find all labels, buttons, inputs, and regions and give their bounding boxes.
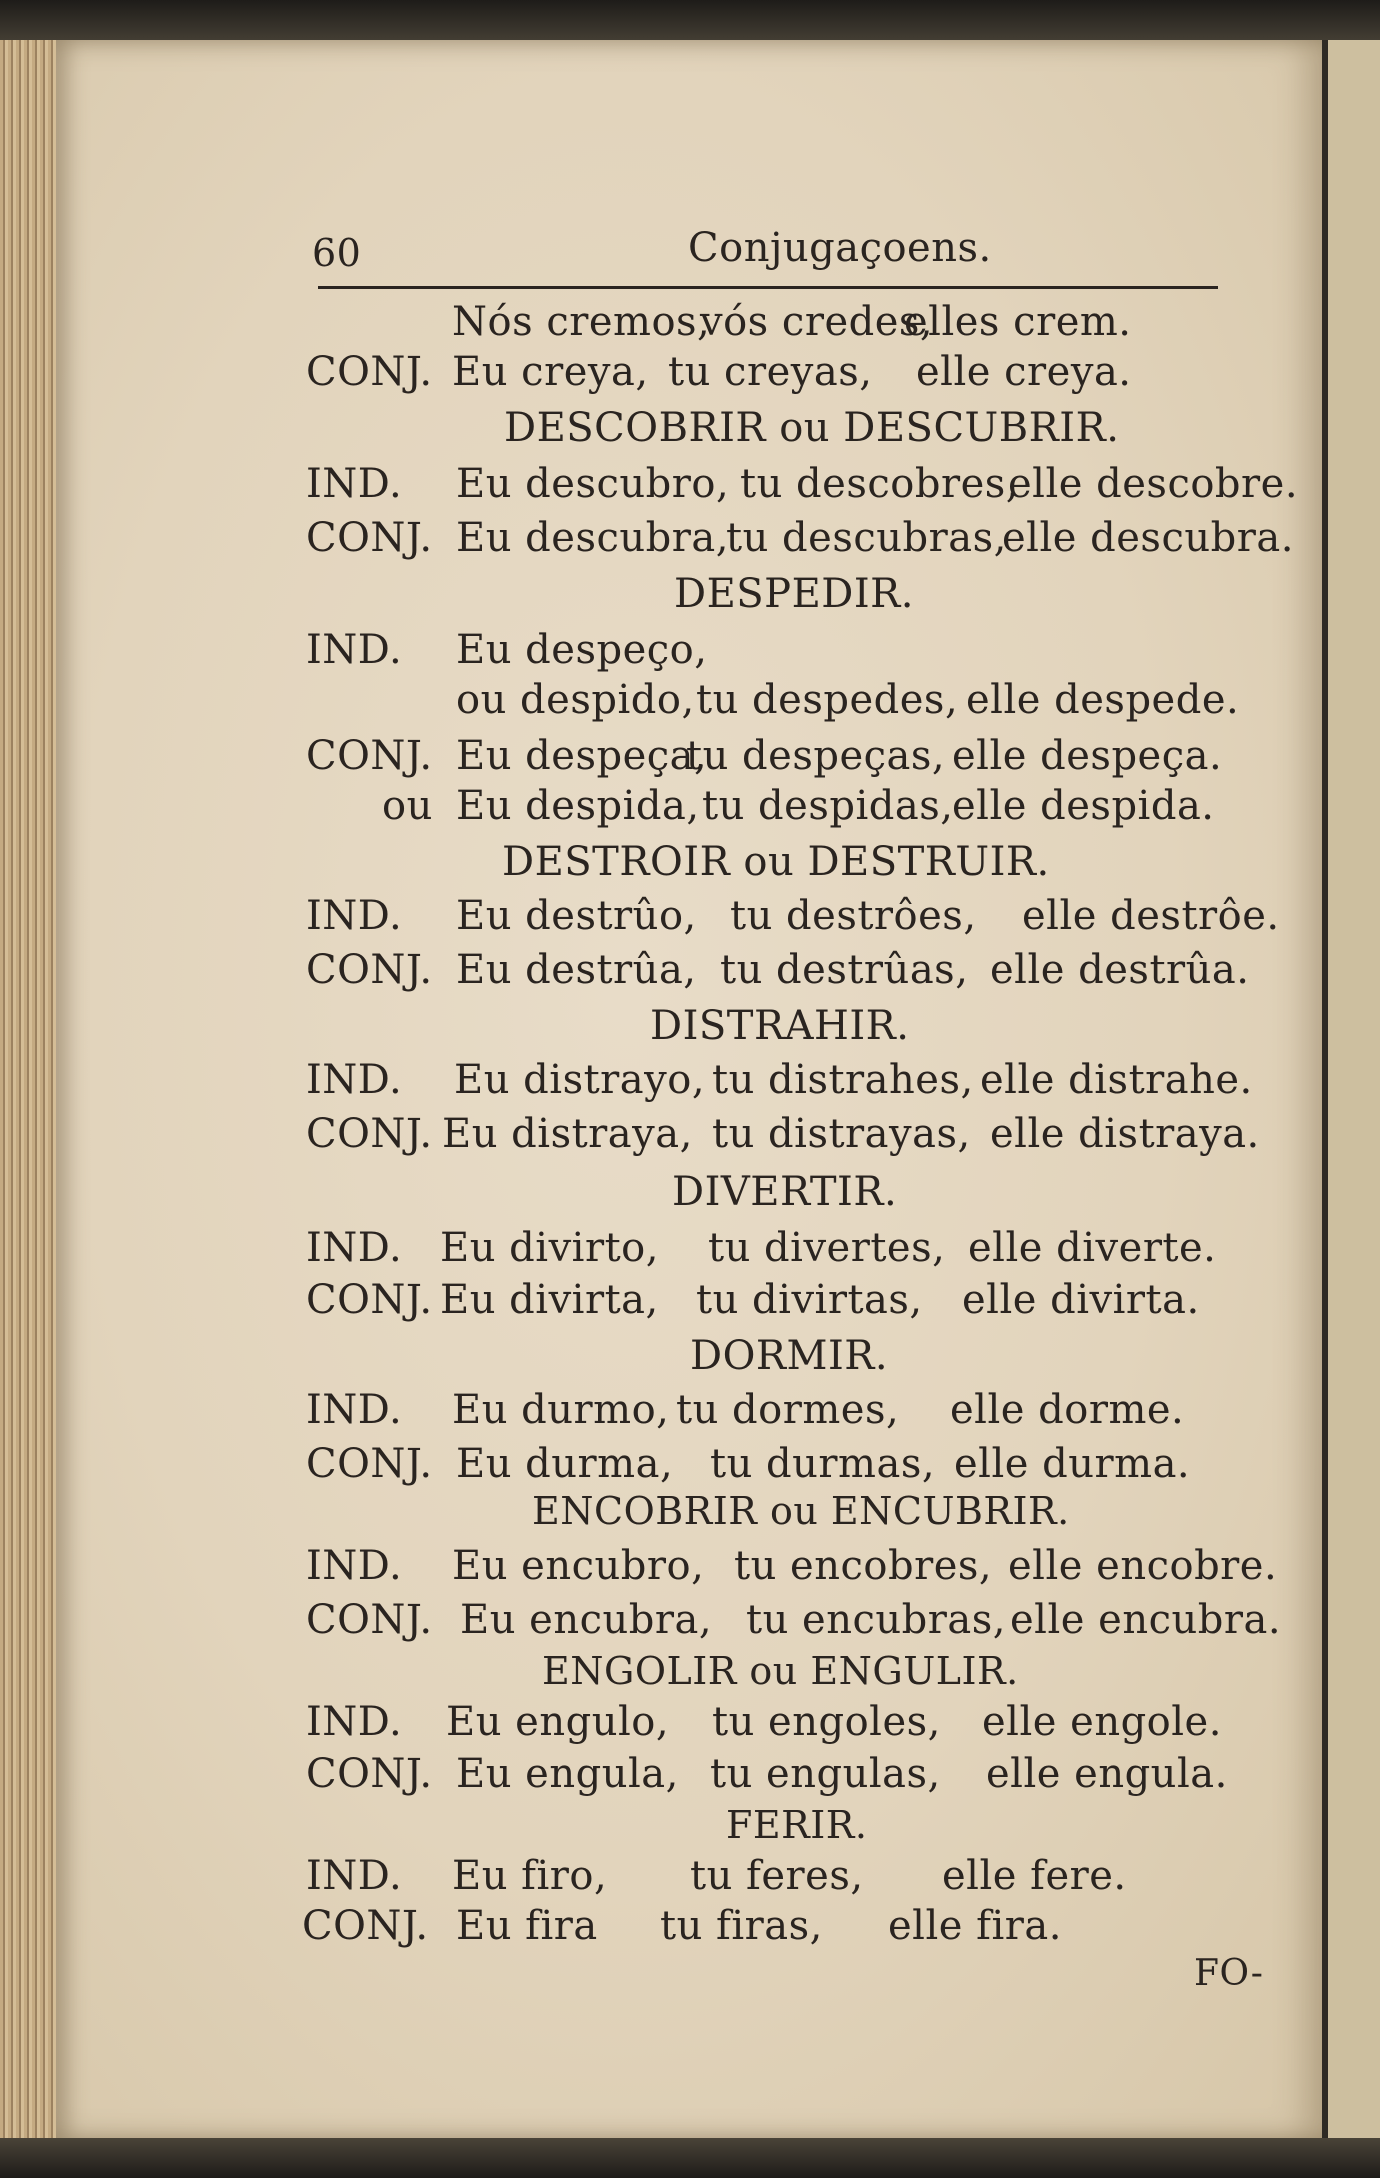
line-22-label: CONJ. [302, 1903, 429, 1949]
line-13-col3: elle diverte. [968, 1225, 1217, 1271]
line-15-col3: elle dorme. [950, 1387, 1185, 1433]
line-12-col3: elle distraya. [990, 1111, 1260, 1157]
catchword: FO- [1194, 1953, 1264, 1994]
line-6-col2: tu despedes, [696, 677, 959, 723]
line-12-col2: tu distrayas, [712, 1111, 971, 1157]
line-13-col1: Eu divirto, [440, 1225, 659, 1271]
line-17-col1: Eu encubro, [452, 1543, 705, 1589]
line-13-col2: tu divertes, [708, 1225, 946, 1271]
line-1-col2: vós credes, [700, 299, 934, 345]
header-rule [318, 286, 1218, 289]
heading-dormir: DORMIR. [690, 1333, 889, 1379]
line-17-col3: elle encobre. [1008, 1543, 1278, 1589]
line-10-col2: tu destrûas, [720, 947, 969, 993]
line-16-col2: tu durmas, [710, 1441, 936, 1487]
line-22-col3: elle fira. [888, 1903, 1062, 1949]
line-18-col3: elle encubra. [1010, 1597, 1282, 1643]
line-21-col2: tu feres, [690, 1853, 864, 1899]
line-18-col1: Eu encubra, [460, 1597, 713, 1643]
line-12-label: CONJ. [306, 1111, 433, 1157]
line-11-col1: Eu distrayo, [454, 1057, 706, 1103]
line-16-col3: elle durma. [954, 1441, 1191, 1487]
line-20-col1: Eu engula, [456, 1751, 679, 1797]
line-14-label: CONJ. [306, 1277, 433, 1323]
running-title: Conjugaçoens. [688, 225, 992, 271]
line-16-col1: Eu durma, [456, 1441, 674, 1487]
line-17-col2: tu encobres, [734, 1543, 993, 1589]
bottom-shadow [0, 2138, 1380, 2178]
line-3-col3: elle descobre. [1008, 461, 1299, 507]
line-14-col2: tu divirtas, [696, 1277, 923, 1323]
line-9-col2: tu destrôes, [730, 893, 977, 939]
line-2-col2: tu creyas, [668, 349, 873, 395]
line-4-label: CONJ. [306, 515, 433, 561]
line-7-col1: Eu despeça, [456, 733, 708, 779]
line-14-col3: elle divirta. [962, 1277, 1200, 1323]
line-10-col1: Eu destrûa, [456, 947, 697, 993]
line-8-col3: elle despida. [952, 783, 1215, 829]
heading-descobrir: DESCOBRIR ou DESCUBRIR. [504, 405, 1120, 451]
line-6-col1: ou despido, [456, 677, 695, 723]
heading-divertir: DIVERTIR. [672, 1169, 898, 1215]
line-8-label: ou [382, 783, 433, 829]
line-4-col1: Eu descubra, [456, 515, 729, 561]
line-17-label: IND. [306, 1543, 403, 1589]
line-10-label: CONJ. [306, 947, 433, 993]
line-9-col3: elle destrôe. [1022, 893, 1280, 939]
page-edges [0, 40, 64, 2140]
heading-engolir: ENGOLIR ou ENGULIR. [542, 1649, 1019, 1693]
heading-encobrir: ENCOBRIR ou ENCUBRIR. [532, 1489, 1070, 1533]
line-2-col1: Eu creya, [452, 349, 649, 395]
line-11-label: IND. [306, 1057, 403, 1103]
page-number: 60 [312, 231, 362, 275]
line-22-col1: Eu fira [456, 1903, 598, 1949]
line-21-label: IND. [306, 1853, 403, 1899]
line-22-col2: tu firas, [660, 1903, 823, 1949]
line-4-col2: tu descubras, [726, 515, 1007, 561]
line-20-col2: tu engulas, [710, 1751, 941, 1797]
line-6-col3: elle despede. [966, 677, 1240, 723]
line-9-col1: Eu destrûo, [456, 893, 697, 939]
line-9-label: IND. [306, 893, 403, 939]
heading-despedir: DESPEDIR. [674, 571, 914, 617]
heading-distrahir: DISTRAHIR. [650, 1003, 910, 1049]
line-15-col2: tu dormes, [676, 1387, 900, 1433]
line-18-label: CONJ. [306, 1597, 433, 1643]
line-19-col3: elle engole. [982, 1699, 1222, 1745]
line-1-col3: elles crem. [904, 299, 1132, 345]
line-7-label: CONJ. [306, 733, 433, 779]
line-2-label: CONJ. [306, 349, 433, 395]
line-11-col2: tu distrahes, [712, 1057, 974, 1103]
heading-ferir: FERIR. [726, 1803, 868, 1847]
line-16-label: CONJ. [306, 1441, 433, 1487]
line-12-col1: Eu distraya, [442, 1111, 693, 1157]
line-7-col3: elle despeça. [952, 733, 1223, 779]
line-14-col1: Eu divirta, [440, 1277, 659, 1323]
line-11-col3: elle distrahe. [980, 1057, 1253, 1103]
line-3-col2: tu descobres, [740, 461, 1019, 507]
line-20-label: CONJ. [306, 1751, 433, 1797]
line-21-col1: Eu firo, [452, 1853, 608, 1899]
line-7-col2: tu despeças, [686, 733, 946, 779]
line-10-col3: elle destrûa. [990, 947, 1250, 993]
line-3-col1: Eu descubro, [456, 461, 730, 507]
line-8-col1: Eu despida, [456, 783, 700, 829]
line-2-col3: elle creya. [916, 349, 1132, 395]
line-1-col1: Nós cremos, [452, 299, 711, 345]
line-19-col2: tu engoles, [712, 1699, 941, 1745]
line-15-label: IND. [306, 1387, 403, 1433]
line-4-col3: elle descubra. [1002, 515, 1294, 561]
line-13-label: IND. [306, 1225, 403, 1271]
line-18-col2: tu encubras, [746, 1597, 1006, 1643]
line-19-label: IND. [306, 1699, 403, 1745]
line-3-label: IND. [306, 461, 403, 507]
line-19-col1: Eu engulo, [446, 1699, 670, 1745]
line-5-label: IND. [306, 627, 403, 673]
line-5-col1: Eu despeço, [456, 627, 708, 673]
line-8-col2: tu despidas, [702, 783, 954, 829]
facing-page-edge [1322, 40, 1380, 2140]
line-20-col3: elle engula. [986, 1751, 1228, 1797]
heading-destroir: DESTROIR ou DESTRUIR. [502, 839, 1050, 885]
line-21-col3: elle fere. [942, 1853, 1127, 1899]
line-15-col1: Eu durmo, [452, 1387, 670, 1433]
